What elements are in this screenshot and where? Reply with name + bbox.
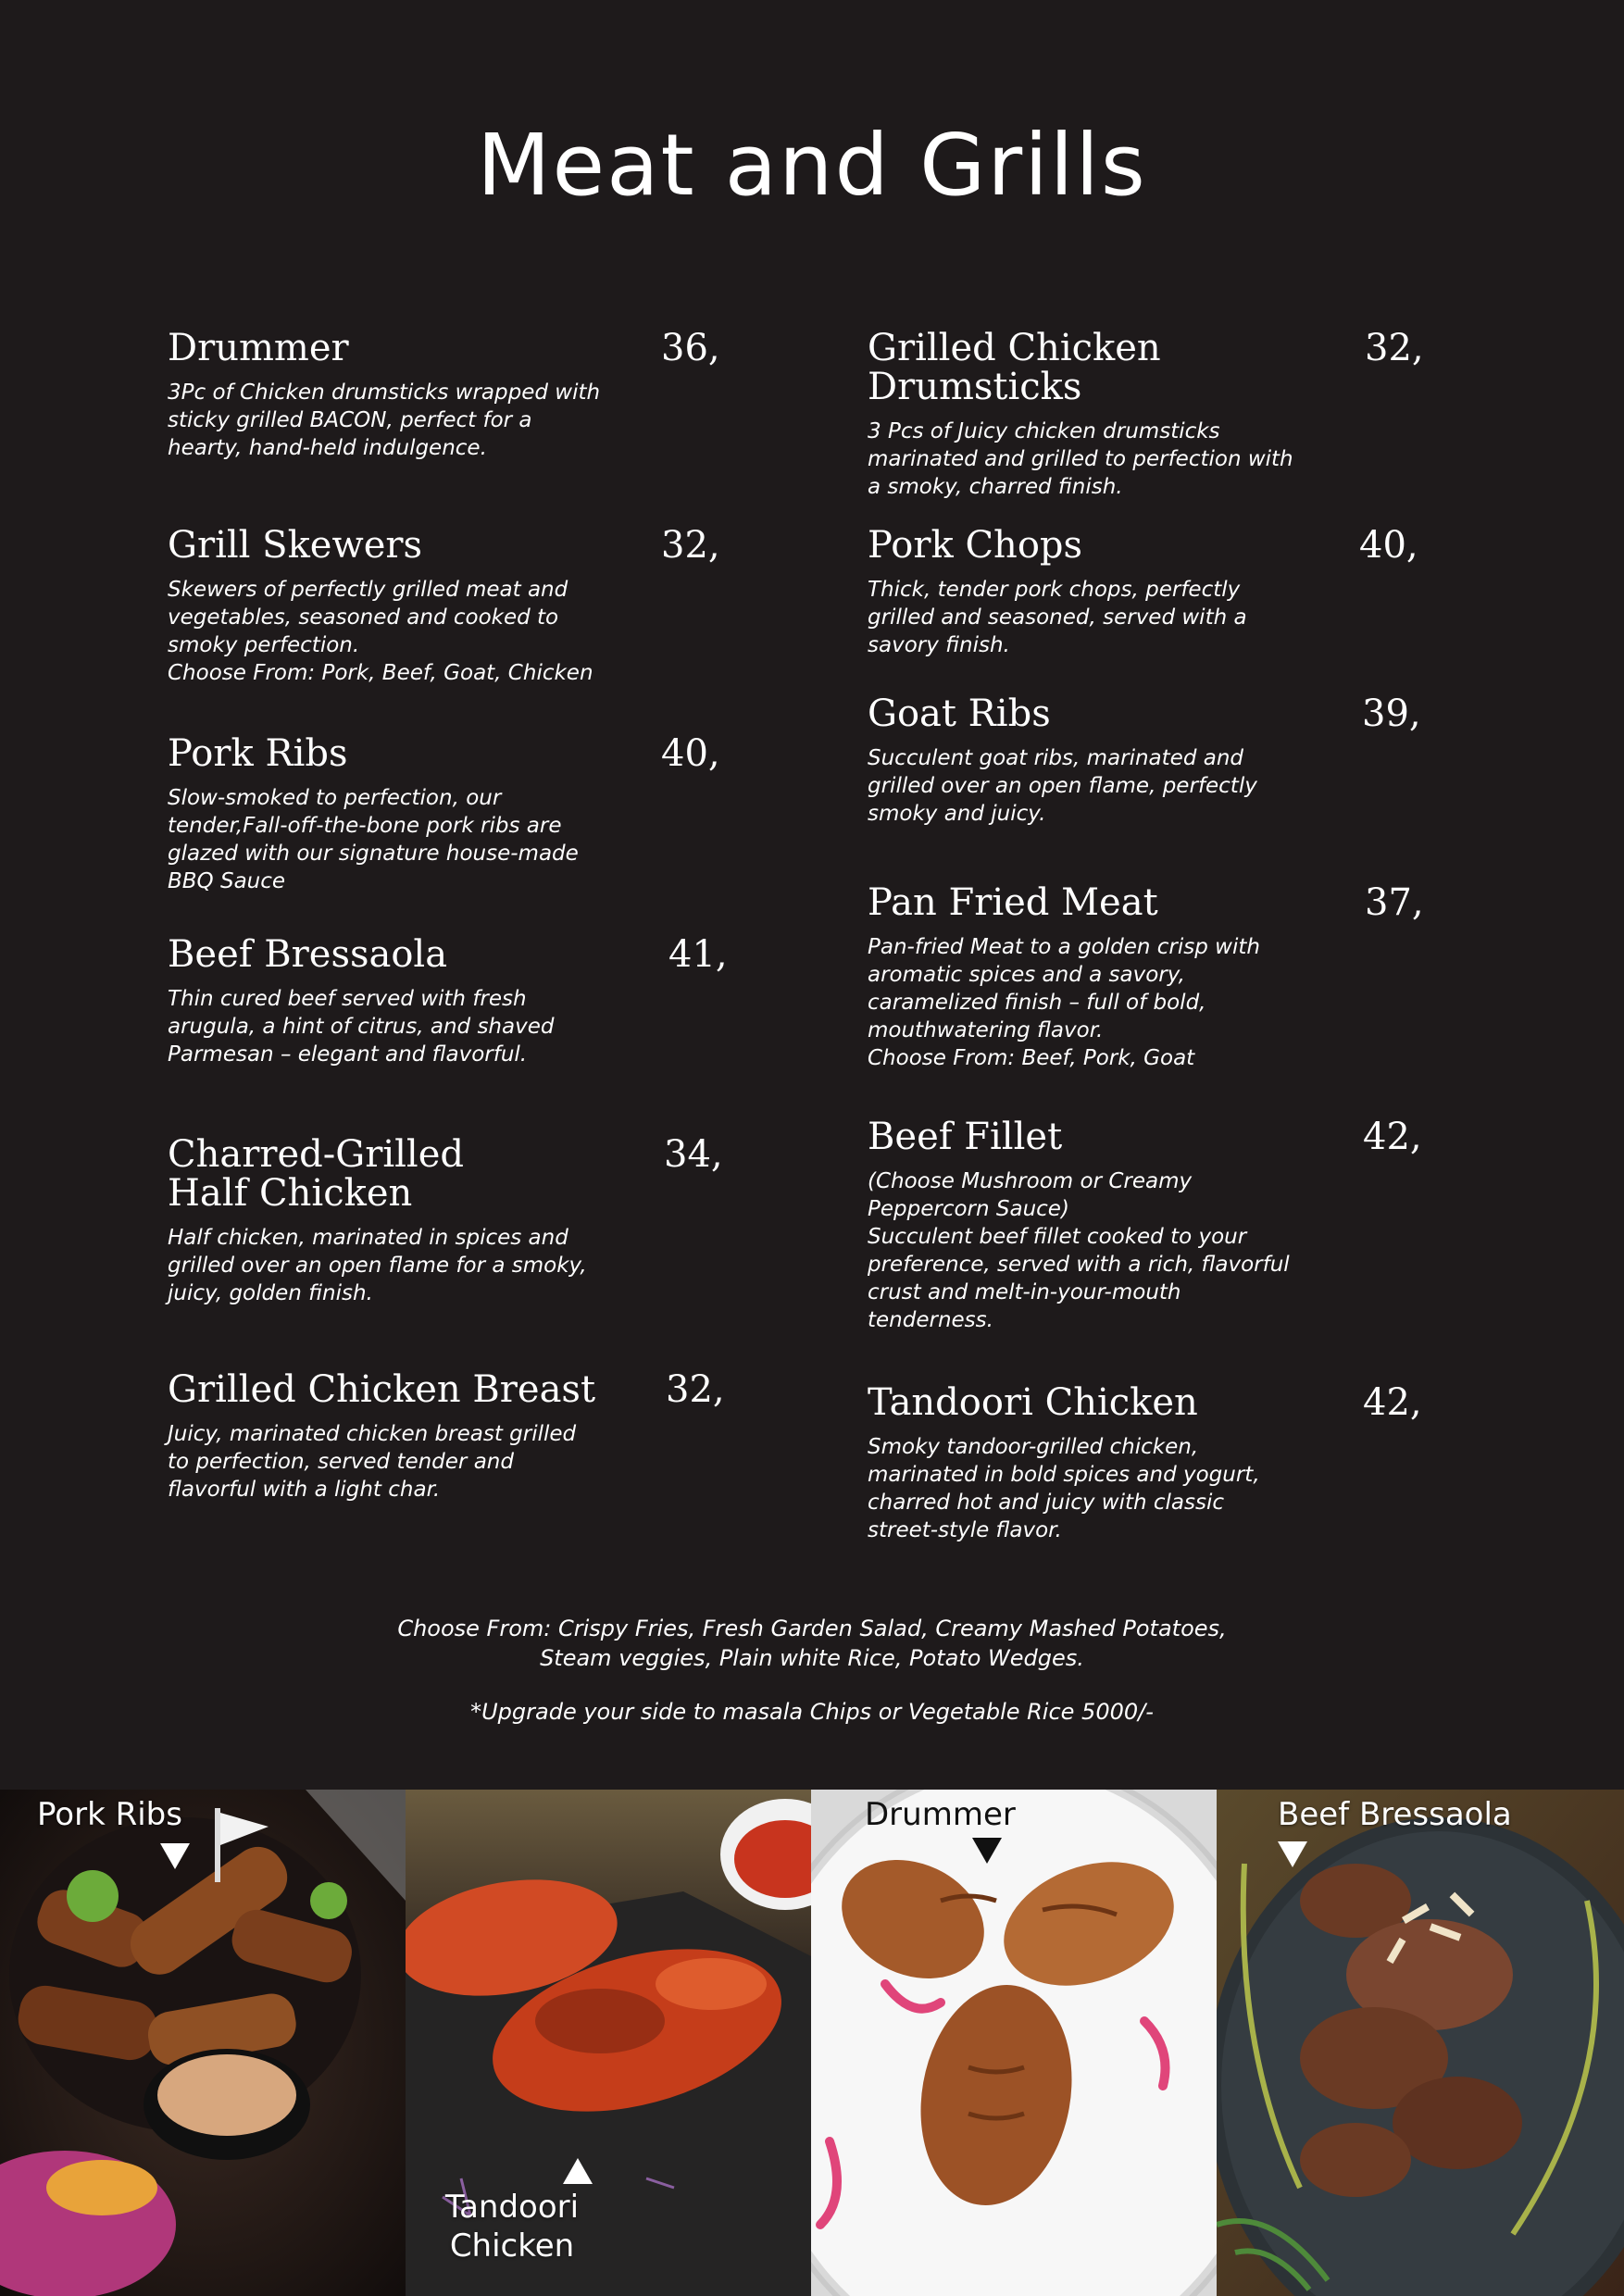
menu-item-grilled-chicken-breast (168, 1370, 723, 1504)
pointer-arrow-icon (160, 1843, 190, 1869)
item-price: 36, (661, 327, 720, 369)
item-name: Tandoori Chicken (868, 1381, 1198, 1424)
item-description: 3 Pcs of Juicy chicken drumsticks marinated and grilled to perfection with a smoky, charred finish. (868, 419, 1293, 499)
drummer-photo (811, 1790, 1217, 2296)
photo-label: Tandoori Chicken (444, 2189, 580, 2265)
pointer-arrow-icon (972, 1838, 1002, 1864)
photo-label: Pork Ribs (37, 1796, 182, 1833)
item-price: 40, (661, 732, 720, 775)
pointer-arrow-icon (563, 2158, 593, 2184)
item-price: 32, (661, 524, 720, 567)
item-price: 40, (1359, 524, 1418, 567)
menu-item-charred-grilled-half-chicken (168, 1135, 723, 1307)
pork-ribs-photo (0, 1790, 406, 2296)
item-name: Grilled Chicken Breast (168, 1368, 596, 1411)
menu-item-grill-skewers (168, 526, 723, 687)
pork-ribs-food-image (0, 1790, 406, 2296)
photo-label: Drummer (865, 1796, 1016, 1833)
menu-item-pan-fried-meat (868, 883, 1423, 1072)
item-description: (Choose Mushroom or Creamy Peppercorn Sauce) Succulent beef fillet cooked to your preference, served with a rich, flavorful crust and melt-in-your-mouth tenderness. (868, 1169, 1290, 1332)
item-price: 41, (668, 933, 728, 976)
menu-item-pork-chops (868, 526, 1423, 659)
item-description: Thick, tender pork chops, perfectly grilled and seasoned, served with a savory finish. (868, 578, 1247, 657)
item-price: 32, (666, 1368, 725, 1411)
item-name: Charred-Grilled (168, 1133, 464, 1176)
menu-item-drummer (168, 329, 723, 462)
beef-bressaola-photo (1217, 1790, 1624, 2296)
item-name: Drummer (168, 327, 349, 369)
menu-item-tandoori-chicken (868, 1383, 1423, 1544)
item-price: 39, (1362, 693, 1421, 735)
item-description: Skewers of perfectly grilled meat and vegetables, seasoned and cooked to smoky perfection. Choose From: Pork, Beef, Goat, Chicken (168, 578, 593, 685)
item-description: Succulent goat ribs, marinated and grilled over an open flame, perfectly smoky and juicy. (868, 746, 1257, 826)
item-description: Thin cured beef served with fresh arugula, a hint of citrus, and shaved Parmesan – elegant and flavorful. (168, 987, 555, 1067)
item-price: 37, (1365, 881, 1424, 924)
pointer-arrow-icon (1278, 1841, 1307, 1867)
menu-item-grilled-chicken-drumsticks (868, 329, 1423, 501)
item-name: Pork Chops (868, 524, 1083, 567)
item-name: Pan Fried Meat (868, 881, 1158, 924)
drummer-food-image (811, 1790, 1217, 2296)
item-description: Smoky tandoor-grilled chicken, marinated in bold spices and yogurt, charred hot and juicy with classic street-style flavor. (868, 1435, 1260, 1542)
item-name: Beef Fillet (868, 1116, 1063, 1158)
item-name: Pork Ribs (168, 732, 348, 775)
item-price: 32, (1365, 327, 1424, 369)
item-description: 3Pc of Chicken drumsticks wrapped with sticky grilled BACON, perfect for a hearty, hand-held indulgence. (168, 381, 601, 460)
item-description: Pan-fried Meat to a golden crisp with aromatic spices and a savory, caramelized finish – full of bold, mouthwatering flavor. Choose From: Beef, Pork, Goat (868, 935, 1260, 1070)
item-price: 34, (664, 1133, 723, 1176)
item-description: Slow-smoked to perfection, our tender,Fall-off-the-bone pork ribs are glazed with our signature house-made BBQ Sauce (168, 786, 579, 893)
upgrade-note: *Upgrade your side to masala Chips or Vegetable Rice 5000/- (470, 1699, 1154, 1725)
item-name: Grilled Chicken (868, 327, 1161, 369)
item-price: 42, (1363, 1381, 1422, 1424)
page-title: Meat and Grills (477, 116, 1147, 215)
photo-label: Beef Bressaola (1278, 1796, 1512, 1833)
sides-note: Choose From: Crispy Fries, Fresh Garden Salad, Creamy Mashed Potatoes, Steam veggies, Plain white Rice, Potato Wedges. (397, 1616, 1227, 1671)
tandoori-chicken-photo (406, 1790, 811, 2296)
item-name-line-2: Half Chicken (168, 1172, 413, 1215)
item-description: Juicy, marinated chicken breast grilled to perfection, served tender and flavorful with a light char. (168, 1422, 577, 1502)
item-price: 42, (1363, 1116, 1422, 1158)
item-description: Half chicken, marinated in spices and grilled over an open flame for a smoky, juicy, golden finish. (168, 1226, 587, 1305)
menu-item-beef-bressaola (168, 933, 728, 1068)
menu-item-goat-ribs (868, 694, 1423, 828)
item-name: Goat Ribs (868, 693, 1051, 735)
menu-item-beef-fillet (868, 1117, 1423, 1334)
menu-item-pork-ribs (168, 734, 723, 895)
item-name: Beef Bressaola (168, 933, 448, 976)
item-name-line-2: Drumsticks (868, 366, 1082, 408)
photo-strip (0, 1790, 1624, 2296)
item-name: Grill Skewers (168, 524, 423, 567)
